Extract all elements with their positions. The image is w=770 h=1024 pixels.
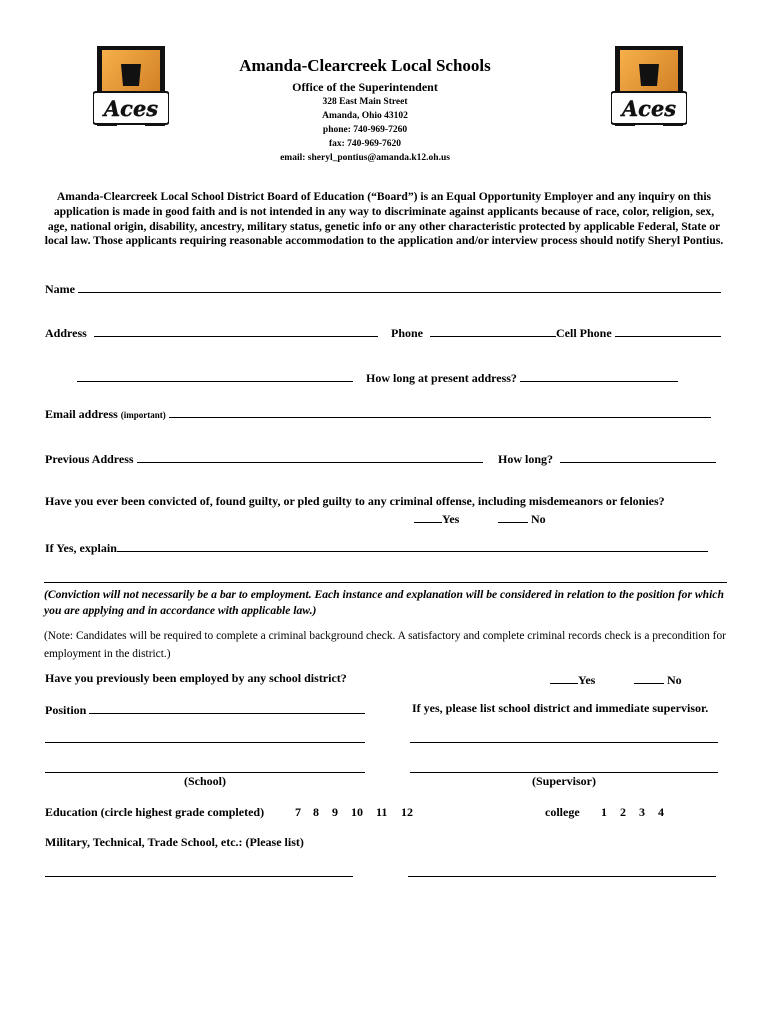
eeo-statement: Amanda-Clearcreek Local School District Board of Education (“Board”) is an Equal Opportunity Employer and any inquiry on this application is made in good faith and is not intended in any way to discriminate against applicants because of race, color, religion, sex, age, national origin, disability, ancestry, military status, genetic info or any other characteristic protected by applicable Federal, State or local law. Those applicants requiring reasonable accommodation to the application and/or interview process should notify Sheryl Pontius. [44, 190, 724, 248]
address-row [45, 324, 378, 341]
right-logo [611, 46, 687, 128]
military-input-2[interactable] [408, 876, 716, 877]
city-address: Amanda, Ohio 43102 [322, 111, 408, 121]
previous-address-row [45, 450, 483, 467]
how-long-present-label: How long at present address? [366, 371, 517, 385]
grade-8[interactable]: 8 [313, 805, 319, 819]
name-label: Name [45, 282, 75, 296]
email-note: (important) [120, 410, 166, 420]
conviction-yes-blank[interactable] [414, 510, 442, 523]
employment-no-option[interactable] [634, 671, 682, 688]
name-input[interactable] [78, 280, 721, 293]
school-input-1[interactable] [45, 742, 365, 743]
education-label: Education (circle highest grade completed) [45, 805, 265, 819]
supervisor-caption: (Supervisor) [532, 774, 596, 788]
employment-yes-blank[interactable] [550, 671, 578, 684]
how-long-present-row [366, 369, 678, 386]
conviction-yes-label: Yes [442, 512, 460, 526]
conviction-question: Have you ever been convicted of, found guilty, or pled guilty to any criminal offense, including misdemeanors or felonies? [45, 494, 665, 508]
how-long-present-input[interactable] [520, 369, 678, 382]
conviction-yes-option[interactable] [414, 510, 459, 527]
grade-11[interactable]: 11 [376, 805, 388, 819]
email-address: email: sheryl_pontius@amanda.k12.oh.us [280, 153, 450, 163]
employment-no-label: No [667, 673, 682, 687]
background-check-note: (Note: Candidates will be required to complete a criminal background check. A satisfactory and complete criminal records check is a precondition for employment in the district.) [44, 630, 726, 660]
previous-address-label: Previous Address [45, 452, 134, 466]
military-input-1[interactable] [45, 876, 353, 877]
if-yes-list-instruction: If yes, please list school district and immediate supervisor. [412, 701, 709, 715]
cell-phone-input[interactable] [615, 324, 721, 337]
email-label: Email address [45, 407, 118, 421]
logo-script-text: Aces [103, 96, 159, 121]
phone-row [391, 324, 721, 341]
grade-10[interactable]: 10 [351, 805, 363, 819]
address-label: Address [45, 326, 87, 340]
college-year-2[interactable]: 2 [620, 805, 626, 819]
grade-9[interactable]: 9 [332, 805, 338, 819]
college-label: college [545, 805, 580, 819]
position-label: Position [45, 703, 87, 717]
position-row [45, 701, 365, 718]
military-label: Military, Technical, Trade School, etc.: (Please list) [45, 835, 304, 849]
position-input[interactable] [89, 701, 365, 714]
explain-label: If Yes, explain [45, 541, 117, 555]
address-line2-row [77, 369, 353, 386]
address-input[interactable] [94, 324, 378, 337]
school-caption: (School) [184, 774, 226, 788]
explain-input[interactable] [117, 539, 708, 552]
supervisor-input-1[interactable] [410, 742, 718, 743]
how-long-label: How long? [498, 452, 554, 466]
left-logo [93, 46, 169, 128]
explain-extra-line[interactable] [44, 582, 727, 583]
conviction-no-option[interactable] [498, 510, 546, 527]
employment-yes-label: Yes [578, 673, 596, 687]
how-long-row [498, 450, 716, 467]
office-title: Office of the Superintendent [292, 80, 438, 94]
phone-number: phone: 740-969-7260 [322, 125, 408, 135]
email-row [45, 405, 711, 422]
address-line2-input[interactable] [77, 369, 353, 382]
supervisor-input-2[interactable] [410, 772, 718, 773]
phone-input[interactable] [430, 324, 556, 337]
name-row [45, 280, 721, 297]
college-year-3[interactable]: 3 [639, 805, 645, 819]
grade-7[interactable]: 7 [295, 805, 301, 819]
email-input[interactable] [169, 405, 711, 418]
street-address: 328 East Main Street [322, 97, 408, 107]
college-year-1[interactable]: 1 [601, 805, 607, 819]
grade-12[interactable]: 12 [401, 805, 413, 819]
phone-label: Phone [391, 326, 424, 340]
conviction-no-label: No [531, 512, 546, 526]
employment-question: Have you previously been employed by any school district? [45, 671, 347, 685]
employment-yes-option[interactable] [550, 671, 595, 688]
logo-script-text: Aces [621, 96, 677, 121]
conviction-no-blank[interactable] [498, 510, 528, 523]
school-input-2[interactable] [45, 772, 365, 773]
school-name: Amanda-Clearcreek Local Schools [239, 56, 491, 75]
employment-no-blank[interactable] [634, 671, 664, 684]
college-year-4[interactable]: 4 [658, 805, 664, 819]
cell-phone-label: Cell Phone [556, 326, 612, 340]
fax-number: fax: 740-969-7620 [328, 139, 402, 149]
how-long-input[interactable] [560, 450, 716, 463]
previous-address-input[interactable] [137, 450, 483, 463]
conviction-disclaimer: (Conviction will not necessarily be a bar to employment. Each instance and explanation will be considered in relation to the position for which you are applying and in accordance with applicable law.) [44, 588, 724, 617]
explain-row [45, 539, 708, 556]
